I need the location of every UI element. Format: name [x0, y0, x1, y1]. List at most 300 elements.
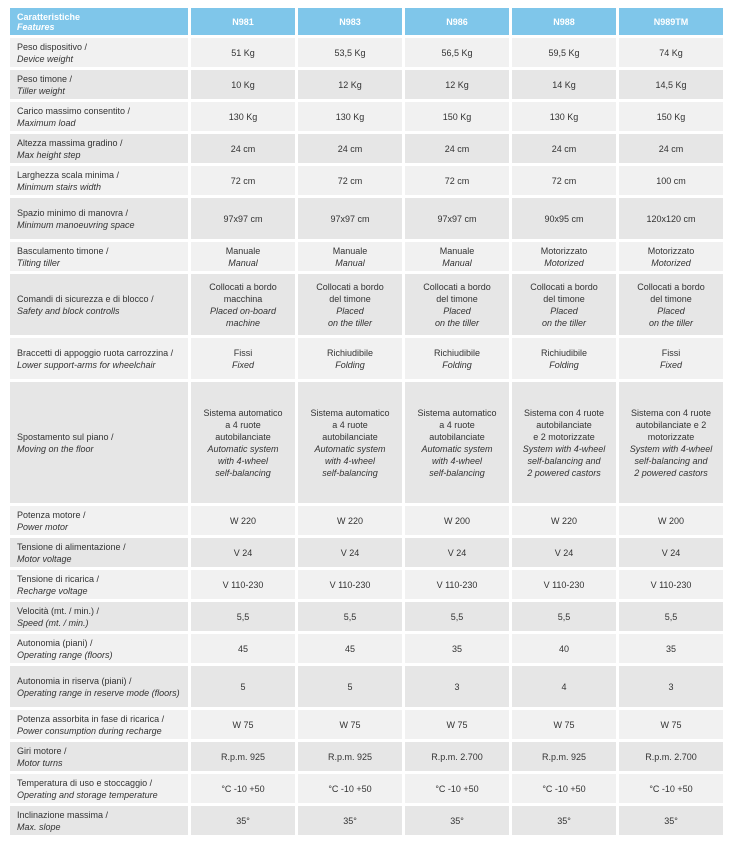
value-cell: [616, 163, 723, 195]
value-line: W 75: [232, 719, 254, 730]
row-label-en: Motor turns: [17, 757, 63, 768]
value-cell: [509, 35, 616, 67]
row-label: [10, 379, 188, 503]
value-cell: [188, 567, 295, 599]
value-line: 5,5: [557, 611, 571, 622]
value-line-en: Manual: [335, 257, 365, 268]
value-cell: [188, 599, 295, 631]
value-line: autobilanciate: [215, 431, 271, 442]
row-label-it: Larghezza scala minima /: [17, 169, 120, 180]
value-line: 51 Kg: [231, 47, 255, 58]
row-label-en: Minimum stairs width: [17, 181, 102, 192]
row-label: [10, 771, 188, 803]
model-header-n983: N983: [295, 8, 402, 35]
value-line: a 4 ruote: [332, 419, 368, 430]
value-line: V 110-230: [543, 579, 585, 590]
value-line: Manuale: [439, 245, 475, 256]
value-cell: [402, 239, 509, 271]
value-cell: [188, 379, 295, 503]
value-line: motorizzate: [647, 431, 695, 442]
value-cell: [402, 567, 509, 599]
row-label: [10, 599, 188, 631]
value-cell: [402, 771, 509, 803]
value-line-en: Fixed: [659, 359, 682, 370]
value-cell: [188, 803, 295, 835]
table-row: [10, 239, 723, 271]
value-cell: [188, 35, 295, 67]
value-line: 53,5 Kg: [334, 47, 366, 58]
value-line: 24 cm: [230, 143, 256, 154]
row-label-it: Temperatura di uso e stoccaggio /: [17, 777, 153, 788]
value-line: V 24: [661, 547, 681, 558]
row-label-en: Minimum manoeuvring space: [17, 219, 135, 230]
value-cell: [188, 131, 295, 163]
model-header-n981: N981: [188, 8, 295, 35]
value-line: 35°: [557, 815, 571, 826]
row-label-en: Maximum load: [17, 117, 76, 128]
value-line: 35°: [343, 815, 357, 826]
value-cell: [295, 707, 402, 739]
row-label-en: Operating range (floors): [17, 649, 113, 660]
value-cell: [295, 803, 402, 835]
table-row: [10, 707, 723, 739]
value-line: Fissi: [661, 347, 681, 358]
table-row: [10, 599, 723, 631]
value-cell: [616, 567, 723, 599]
value-cell: [402, 195, 509, 239]
value-cell: [295, 67, 402, 99]
value-line: 72 cm: [337, 175, 363, 186]
value-line: 45: [237, 643, 248, 654]
value-line: °C -10 +50: [221, 783, 265, 794]
value-cell: [402, 35, 509, 67]
value-line-en: Placed: [550, 305, 578, 316]
row-label-en: Device weight: [17, 53, 74, 64]
value-line: °C -10 +50: [649, 783, 693, 794]
value-line: Collocati a bordo: [423, 281, 491, 292]
value-line: 3: [668, 681, 674, 692]
value-cell: [616, 771, 723, 803]
value-cell: [402, 803, 509, 835]
value-cell: [295, 335, 402, 379]
value-line: 72 cm: [444, 175, 470, 186]
row-label-it: Inclinazione massima /: [17, 809, 109, 820]
value-line: W 200: [657, 515, 684, 526]
value-line: °C -10 +50: [328, 783, 372, 794]
value-line: R.p.m. 925: [541, 751, 587, 762]
value-cell: [402, 739, 509, 771]
value-cell: [509, 131, 616, 163]
value-line: V 110-230: [436, 579, 478, 590]
value-line: W 220: [550, 515, 577, 526]
value-cell: [402, 379, 509, 503]
value-cell: [402, 631, 509, 663]
value-line: Sistema automatico: [417, 407, 497, 418]
value-cell: [616, 35, 723, 67]
value-line: Manuale: [225, 245, 261, 256]
value-line-en: System with 4-wheel: [629, 443, 713, 454]
value-line: autobilanciate: [536, 419, 592, 430]
value-cell: [295, 131, 402, 163]
value-line: Sistema automatico: [310, 407, 390, 418]
row-label-it: Velocità (mt. / min.) /: [17, 605, 100, 616]
value-cell: [616, 271, 723, 335]
value-line: 12 Kg: [338, 79, 362, 90]
value-cell: [509, 739, 616, 771]
value-cell: [402, 535, 509, 567]
table-row: [10, 739, 723, 771]
value-line-en: Folding: [442, 359, 472, 370]
row-label-it: Peso dispositivo /: [17, 41, 88, 52]
value-line: 130 Kg: [228, 111, 258, 122]
value-line: 45: [344, 643, 355, 654]
value-line: 24 cm: [337, 143, 363, 154]
table-row: [10, 567, 723, 599]
value-line: W 200: [443, 515, 470, 526]
table-row: [10, 131, 723, 163]
table-row: [10, 67, 723, 99]
row-label: [10, 271, 188, 335]
value-line: V 24: [447, 547, 467, 558]
value-line: W 220: [336, 515, 363, 526]
table-row: [10, 195, 723, 239]
value-line: W 75: [446, 719, 468, 730]
value-cell: [295, 379, 402, 503]
value-line-en: Folding: [549, 359, 579, 370]
value-line: 24 cm: [551, 143, 577, 154]
value-cell: [188, 99, 295, 131]
row-label-it: Braccetti di appoggio ruota carrozzina /: [17, 347, 174, 358]
row-label-it: Comandi di sicurezza e di blocco /: [17, 293, 154, 304]
row-label-it: Tensione di alimentazione /: [17, 541, 126, 552]
value-line: 24 cm: [658, 143, 684, 154]
value-line: W 220: [229, 515, 256, 526]
row-label: [10, 67, 188, 99]
value-line: 130 Kg: [335, 111, 365, 122]
value-cell: [295, 195, 402, 239]
row-label-it: Spostamento sul piano /: [17, 431, 114, 442]
row-label-it: Spazio minimo di manovra /: [17, 207, 129, 218]
value-cell: [188, 771, 295, 803]
table-row: [10, 379, 723, 503]
value-cell: [509, 631, 616, 663]
value-line-en: self-balancing: [429, 467, 485, 478]
row-label: [10, 163, 188, 195]
model-header-n989tm: N989TM: [616, 8, 723, 35]
value-cell: [188, 67, 295, 99]
value-line-en: System with 4-wheel: [522, 443, 606, 454]
features-table: [10, 8, 723, 835]
value-cell: [295, 771, 402, 803]
value-line: 97x97 cm: [437, 213, 477, 224]
value-line-en: self-balancing and: [527, 455, 601, 466]
table-row: [10, 663, 723, 707]
value-line: Richiudibile: [326, 347, 374, 358]
table-row: [10, 535, 723, 567]
value-line: del timone: [543, 293, 585, 304]
value-line: 35: [665, 643, 676, 654]
table-row: [10, 35, 723, 67]
value-line: 97x97 cm: [223, 213, 263, 224]
value-cell: [509, 599, 616, 631]
value-line: Collocati a bordo: [530, 281, 598, 292]
value-cell: [402, 163, 509, 195]
row-label-it: Potenza motore /: [17, 509, 86, 520]
value-line-en: self-balancing and: [634, 455, 708, 466]
value-line: R.p.m. 2.700: [645, 751, 697, 762]
value-line: Motorizzato: [647, 245, 695, 256]
value-line: a 4 ruote: [225, 419, 261, 430]
value-cell: [188, 663, 295, 707]
value-line: W 75: [660, 719, 682, 730]
row-label-en: Max. slope: [17, 821, 61, 832]
value-cell: [616, 535, 723, 567]
row-label-en: Operating and storage temperature: [17, 789, 158, 800]
value-cell: [402, 335, 509, 379]
value-line: 35°: [450, 815, 464, 826]
table-row: [10, 163, 723, 195]
row-label-en: Tiller weight: [17, 85, 65, 96]
value-line: V 110-230: [329, 579, 371, 590]
value-cell: [616, 67, 723, 99]
value-line: a 4 ruote: [439, 419, 475, 430]
model-header-n988: N988: [509, 8, 616, 35]
value-cell: [509, 663, 616, 707]
value-line: 59,5 Kg: [548, 47, 580, 58]
value-cell: [188, 239, 295, 271]
value-cell: [188, 503, 295, 535]
value-line: 24 cm: [444, 143, 470, 154]
value-cell: [402, 271, 509, 335]
value-cell: [402, 67, 509, 99]
value-line-en: Placed: [657, 305, 685, 316]
value-line: autobilanciate: [429, 431, 485, 442]
row-label: [10, 239, 188, 271]
value-cell: [402, 503, 509, 535]
model-header-n986: N986: [402, 8, 509, 35]
value-line: 150 Kg: [442, 111, 472, 122]
value-cell: [295, 99, 402, 131]
value-line: e 2 motorizzate: [533, 431, 595, 442]
value-cell: [188, 739, 295, 771]
value-line: 72 cm: [551, 175, 577, 186]
value-line: V 110-230: [650, 579, 692, 590]
row-label-en: Lower support-arms for wheelchair: [17, 359, 156, 370]
value-cell: [295, 503, 402, 535]
value-line: 90x95 cm: [544, 213, 584, 224]
value-cell: [509, 379, 616, 503]
row-label-en: Recharge voltage: [17, 585, 88, 596]
row-label-it: Potenza assorbita in fase di ricarica /: [17, 713, 165, 724]
row-label-it: Autonomia (piani) /: [17, 637, 93, 648]
value-cell: [295, 271, 402, 335]
row-label-en: Power consumption during recharge: [17, 725, 162, 736]
row-label: [10, 567, 188, 599]
value-cell: [616, 239, 723, 271]
value-cell: [616, 707, 723, 739]
value-cell: [295, 567, 402, 599]
row-label-it: Tensione di ricarica /: [17, 573, 100, 584]
value-cell: [509, 335, 616, 379]
table-row: [10, 99, 723, 131]
table-row: [10, 503, 723, 535]
row-label: [10, 99, 188, 131]
value-line: 5,5: [450, 611, 464, 622]
row-label: [10, 335, 188, 379]
value-cell: [188, 195, 295, 239]
value-line: Fissi: [233, 347, 253, 358]
value-line-en: Motorized: [651, 257, 691, 268]
value-cell: [295, 535, 402, 567]
value-line-en: Placed: [443, 305, 471, 316]
row-label: [10, 707, 188, 739]
value-cell: [402, 131, 509, 163]
value-line-en: 2 powered castors: [634, 467, 708, 478]
value-line: 14,5 Kg: [655, 79, 687, 90]
table-row: [10, 335, 723, 379]
value-cell: [188, 271, 295, 335]
value-cell: [402, 663, 509, 707]
value-line: Collocati a bordo: [637, 281, 705, 292]
value-line-en: Motorized: [544, 257, 584, 268]
value-cell: [188, 631, 295, 663]
value-line: 5,5: [664, 611, 678, 622]
row-label-en: Power motor: [17, 521, 69, 532]
value-cell: [188, 163, 295, 195]
row-label: [10, 663, 188, 707]
value-cell: [509, 503, 616, 535]
value-cell: [616, 379, 723, 503]
value-line-en: with 4-wheel: [217, 455, 269, 466]
row-label-it: Peso timone /: [17, 73, 73, 84]
value-line: Sistema con 4 ruote: [630, 407, 712, 418]
value-line: autobilanciate: [322, 431, 378, 442]
value-line: Manuale: [332, 245, 368, 256]
value-line: del timone: [329, 293, 371, 304]
row-label-it: Basculamento timone /: [17, 245, 109, 256]
table-row: [10, 803, 723, 835]
features-header: [10, 8, 188, 35]
value-line: Collocati a bordo: [209, 281, 277, 292]
value-line: 130 Kg: [549, 111, 579, 122]
row-label-it: Carico massimo consentito /: [17, 105, 131, 116]
row-label: [10, 631, 188, 663]
value-line: V 24: [554, 547, 574, 558]
value-cell: [616, 195, 723, 239]
value-line-en: Fixed: [231, 359, 254, 370]
value-line: autobilanciate e 2: [635, 419, 707, 430]
row-label: [10, 503, 188, 535]
value-cell: [616, 631, 723, 663]
value-line-en: self-balancing: [322, 467, 378, 478]
value-line: 74 Kg: [659, 47, 683, 58]
value-line: °C -10 +50: [542, 783, 586, 794]
row-label-en: Max height step: [17, 149, 81, 160]
value-line: 5,5: [236, 611, 250, 622]
value-line: 4: [561, 681, 567, 692]
value-cell: [509, 239, 616, 271]
value-line-en: Folding: [335, 359, 365, 370]
value-line-en: Placed: [336, 305, 364, 316]
value-line-en: Manual: [228, 257, 258, 268]
value-line: Motorizzato: [540, 245, 588, 256]
value-cell: [295, 739, 402, 771]
value-line: V 24: [340, 547, 360, 558]
value-line-en: on the tiller: [327, 317, 373, 328]
value-line: del timone: [650, 293, 692, 304]
value-line: R.p.m. 2.700: [431, 751, 483, 762]
value-line: 100 cm: [656, 175, 686, 186]
value-line-en: 2 powered castors: [527, 467, 601, 478]
value-line: 120x120 cm: [646, 213, 696, 224]
value-cell: [509, 567, 616, 599]
value-line-en: Placed on-board: [209, 305, 277, 316]
value-line: Richiudibile: [540, 347, 588, 358]
value-cell: [509, 67, 616, 99]
value-cell: [188, 335, 295, 379]
value-line: del timone: [436, 293, 478, 304]
value-line: 35°: [236, 815, 250, 826]
value-line-en: on the tiller: [434, 317, 480, 328]
table-row: [10, 271, 723, 335]
value-line: 35°: [664, 815, 678, 826]
value-line: 5,5: [343, 611, 357, 622]
value-cell: [509, 707, 616, 739]
value-line: 3: [454, 681, 460, 692]
value-line: 97x97 cm: [330, 213, 370, 224]
value-cell: [295, 663, 402, 707]
value-line-en: on the tiller: [648, 317, 694, 328]
value-line: Collocati a bordo: [316, 281, 384, 292]
value-line-en: machine: [225, 317, 261, 328]
table-row: [10, 771, 723, 803]
value-line: macchina: [223, 293, 263, 304]
value-line-en: self-balancing: [215, 467, 271, 478]
value-cell: [616, 663, 723, 707]
value-line-en: Automatic system: [421, 443, 493, 454]
value-line: Richiudibile: [433, 347, 481, 358]
value-line: Sistema automatico: [203, 407, 283, 418]
header-row: [10, 8, 723, 35]
value-line: 5: [347, 681, 353, 692]
value-cell: [616, 99, 723, 131]
value-cell: [616, 739, 723, 771]
value-line: °C -10 +50: [435, 783, 479, 794]
value-cell: [295, 239, 402, 271]
row-label-en: Moving on the floor: [17, 443, 94, 454]
value-cell: [509, 271, 616, 335]
row-label: [10, 131, 188, 163]
value-line-en: on the tiller: [541, 317, 587, 328]
row-label: [10, 535, 188, 567]
features-header-en: Features: [17, 21, 55, 32]
table-row: [10, 631, 723, 663]
value-cell: [295, 163, 402, 195]
value-line: 10 Kg: [231, 79, 255, 90]
value-cell: [295, 631, 402, 663]
value-cell: [616, 503, 723, 535]
value-cell: [402, 599, 509, 631]
value-line: R.p.m. 925: [327, 751, 373, 762]
row-label-en: Operating range in reserve mode (floors): [17, 687, 180, 698]
value-line: 150 Kg: [656, 111, 686, 122]
value-cell: [509, 803, 616, 835]
row-label: [10, 803, 188, 835]
value-cell: [509, 163, 616, 195]
value-line-en: with 4-wheel: [431, 455, 483, 466]
value-cell: [509, 99, 616, 131]
row-label-en: Motor voltage: [17, 553, 72, 564]
